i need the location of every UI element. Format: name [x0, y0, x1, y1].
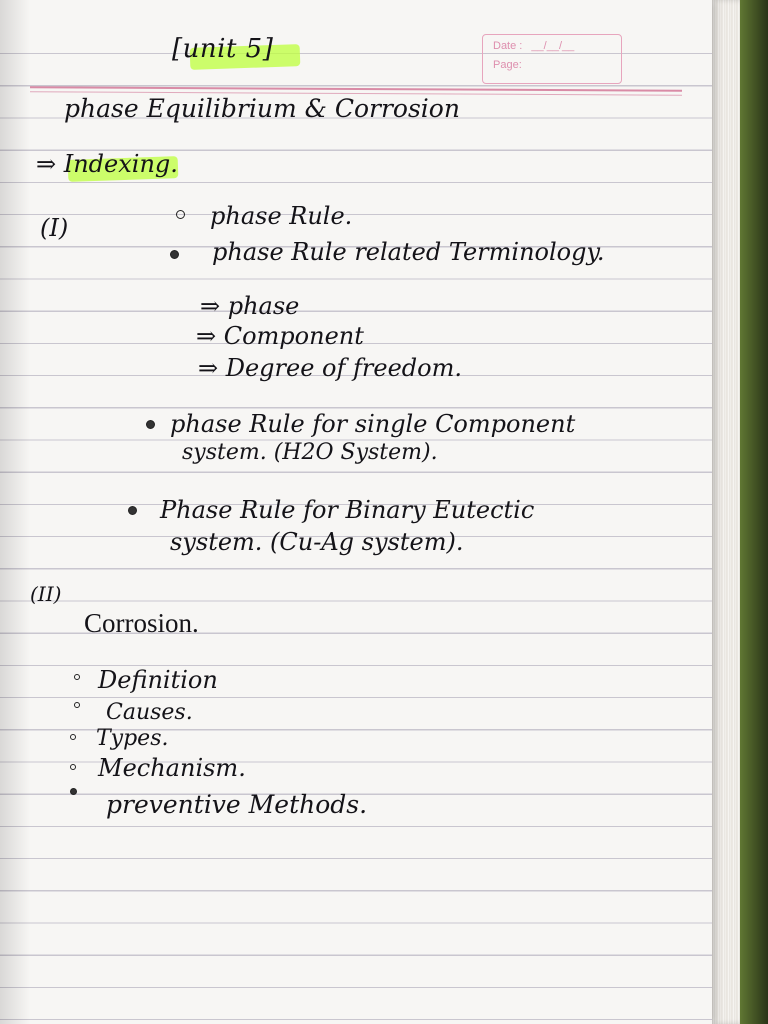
date-label: Date : [493, 40, 523, 52]
term-degree-of-freedom: ⇒ Degree of freedom. [198, 354, 462, 382]
date-row [493, 40, 574, 52]
date-page-box [482, 34, 622, 84]
page-row [493, 59, 522, 71]
list-item-terminology: phase Rule related Terminology. [212, 238, 605, 266]
bullet-4 [128, 506, 137, 515]
bullet-8 [70, 764, 76, 770]
section-one-numeral: (I) [40, 214, 69, 242]
list-item-definition: Definition [98, 666, 218, 694]
bullet-3 [146, 420, 155, 429]
bullet-7 [70, 734, 76, 740]
unit-heading: [unit 5] [172, 34, 274, 64]
bullet-2 [170, 250, 179, 259]
bullet-9 [70, 788, 77, 795]
bullet-1 [176, 210, 185, 219]
single-component-line2: system. (H2O System). [182, 440, 438, 465]
list-item-causes: Causes. [106, 700, 193, 725]
list-item-preventive-methods: preventive Methods. [106, 790, 368, 819]
term-phase: ⇒ phase [200, 292, 300, 320]
bullet-5 [74, 674, 80, 680]
single-component-line1: phase Rule for single Component [170, 410, 576, 438]
binary-eutectic-line2: system. (Cu-Ag system). [170, 528, 464, 556]
date-value: __/__/__ [531, 40, 575, 52]
list-item-mechanism: Mechanism. [98, 754, 246, 782]
page-label: Page: [493, 59, 522, 71]
page-binding-shadow [0, 0, 30, 1024]
binary-eutectic-line1: Phase Rule for Binary Eutectic [160, 496, 535, 524]
corrosion-heading: Corrosion. [84, 608, 199, 638]
subject-heading: phase Equilibrium & Corrosion [64, 94, 460, 123]
indexing-heading: ⇒ Indexing. [36, 150, 178, 178]
list-item-phase-rule: phase Rule. [210, 202, 353, 230]
list-item-types: Types. [96, 726, 169, 751]
bullet-6 [74, 702, 80, 708]
section-two-numeral: (II) [30, 582, 62, 606]
term-component: ⇒ Component [196, 322, 364, 350]
